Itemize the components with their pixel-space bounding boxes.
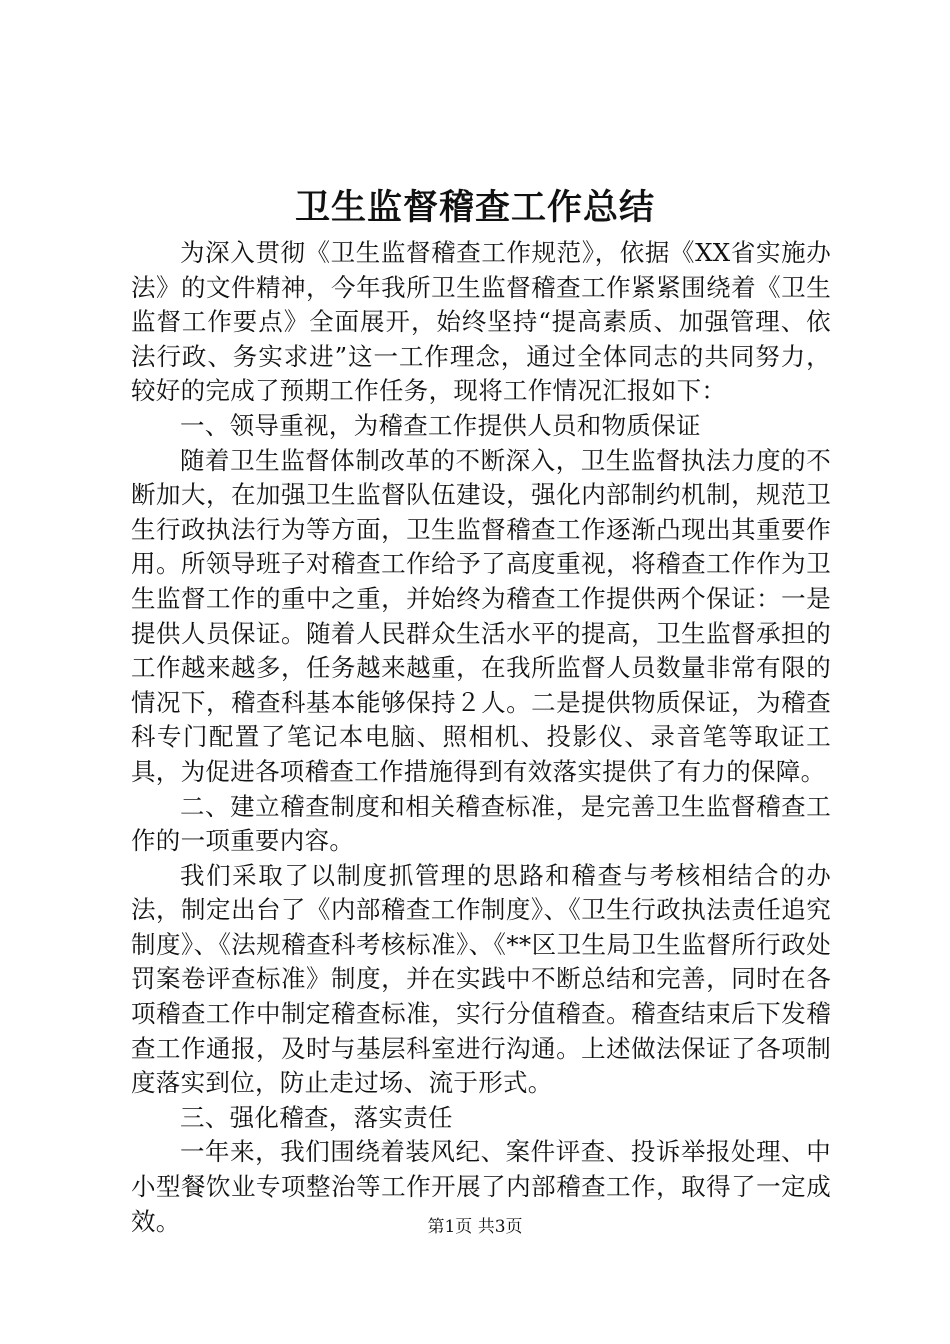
document-title: 卫生监督稽查工作总结 bbox=[294, 187, 655, 228]
intro-paragraph: 为深入贯彻《卫生监督稽查工作规范》，依据《XX省实施办法》的文件精神，今年我所卫生监督稽查工作紧紧围绕着《卫生监督工作要点》全面展开，始终坚持“提高素质、加强管理、依法行政、务实求进”这一工作理念，通过全体同志的共同努力，较好的完成了预期工作任务，现将工作情况汇报如下： bbox=[131, 238, 831, 406]
page-footer: 第1页 共3页 bbox=[427, 1217, 523, 1237]
document-body bbox=[131, 236, 831, 1239]
section-heading-2: 二、建立稽查制度和相关稽查标准，是完善卫生监督稽查工作的一项重要内容。 bbox=[131, 791, 831, 856]
section-3-paragraph: 一年来，我们围绕着装风纪、案件评查、投诉举报处理、中小型餐饮业专项整治等工作开展了内部稽查工作，取得了一定成效。 bbox=[131, 1137, 831, 1236]
section-heading-3: 三、强化稽查，落实责任 bbox=[180, 1102, 453, 1132]
section-heading-1: 一、领导重视，为稽查工作提供人员和物质保证 bbox=[180, 410, 701, 440]
section-2-paragraph: 我们采取了以制度抓管理的思路和稽查与考核相结合的办法，制定出台了《内部稽查工作制度》、《卫生行政执法责任追究制度》、《法规稽查科考核标准》、《**区卫生局卫生监督所行政处罚案卷评查标准》制度，并在实践中不断总结和完善，同时在各项稽查工作中制定稽查标准，实行分值稽查。稽查结束后下发稽查工作通报，及时与基层科室进行沟通。上述做法保证了各项制度落实到位，防止走过场、流于形式。 bbox=[131, 860, 831, 1098]
section-1-paragraph: 随着卫生监督体制改革的不断深入，卫生监督执法力度的不断加大，在加强卫生监督队伍建设，强化内部制约机制，规范卫生行政执法行为等方面，卫生监督稽查工作逐渐凸现出其重要作用。所领导班子对稽查工作给予了高度重视，将稽查工作作为卫生监督工作的重中之重，并始终为稽查工作提供两个保证：一是提供人员保证。随着人民群众生活水平的提高，卫生监督承担的工作越来越多，任务越来越重，在我所监督人员数量非常有限的情况下，稽查科基本能够保持２人。二是提供物质保证，为稽查科专门配置了笔记本电脑、照相机、投影仪、录音笔等取证工具，为促进各项稽查工作措施得到有效落实提供了有力的保障。 bbox=[131, 445, 831, 786]
